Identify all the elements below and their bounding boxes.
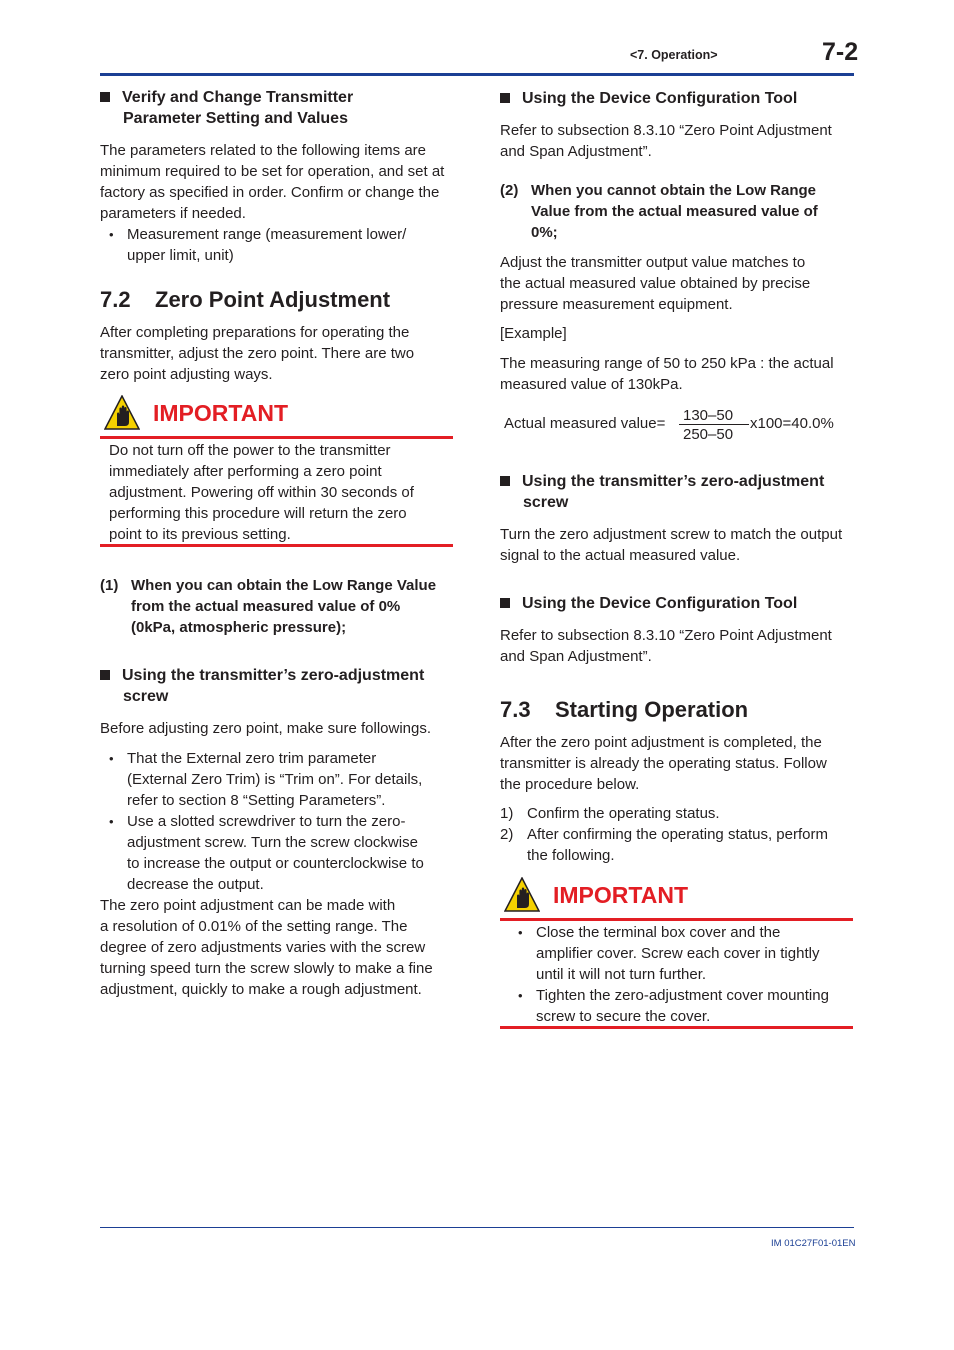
page-number: 7-2 (822, 38, 859, 66)
item-1: (1) When you can obtain the Low Range Value from the actual measured value of 0% (0kPa, atmospheric pressure); (100, 577, 437, 636)
square-bullet-icon (500, 598, 510, 608)
section-7-3-body: After the zero point adjustment is completed, the transmitter is already the operating status. Follow the procedure below. (500, 734, 827, 793)
list-item: 1) Confirm the operating status. (500, 805, 720, 822)
list-item: • Use a slotted screwdriver to turn the zero- adjustment screw. Turn the screw clockwise to increase the output or counterclockwise to decrease the output. (100, 811, 460, 895)
tool-body-2: Refer to subsection 8.3.10 “Zero Point Adjustment and Span Adjustment”. (500, 627, 832, 665)
warning-hand-icon (104, 395, 140, 431)
square-bullet-icon (500, 93, 510, 103)
verify-heading: Verify and Change Transmitter Parameter Setting and Values (100, 87, 455, 129)
screw-heading: Using the transmitter’s zero-adjustment screw (100, 665, 460, 707)
steps-list (500, 803, 860, 866)
screw-body-2: Turn the zero adjustment screw to match the output signal to the actual measured value. (500, 526, 843, 564)
list-item: • Tighten the zero-adjustment cover mounting screw to secure the cover. (509, 985, 853, 1027)
verify-body: The parameters related to the following items are minimum required to be set for operation, and set at factory as specified in order. Confirm or change the parameters if needed. • Measurement range (measurement lower/ upper limit, unit) (100, 140, 460, 266)
screw-bullets: • That the External zero trim parameter (External Zero Trim) is “Trim on”. For details, refer to section 8 “Setting Parameters”. • Use a slotted screwdriver to turn the zero- adjustment screw. Turn the screw clockwise to increase the output or counterclockwise to decrease the output. The zero point adjustment can be made with a resolution of 0.01% of the setting range. The degree of zero adjustments varies with the screw turning speed turn the screw slowly to make a fine adjustment, quickly to make a rough adjustment. (100, 748, 460, 1000)
example-body: The measuring range of 50 to 250 kPa : the actual measured value of 130kPa. (500, 355, 834, 393)
adjust-body: Adjust the transmitter output value matches to the actual measured value obtained by precise pressure measurement equipment. (500, 254, 811, 313)
important-body (509, 922, 853, 1027)
important-top-rule (100, 436, 453, 439)
tool-heading-1: Using the Device Configuration Tool (500, 88, 797, 109)
document-id: IM 01C27F01-01EN (771, 1238, 856, 1249)
tool-heading-2: Using the Device Configuration Tool (500, 593, 797, 614)
list-item: • Close the terminal box cover and the amplifier cover. Screw each cover in tightly until it will not turn further. (509, 922, 853, 985)
important-title: IMPORTANT (553, 882, 689, 908)
section-7-3-title: 7.3 Starting Operation (500, 697, 749, 722)
important-bottom-rule (100, 544, 453, 547)
header-rule (100, 73, 854, 76)
important-top-rule (500, 918, 853, 921)
square-bullet-icon (100, 670, 110, 680)
item-2: (2) When you cannot obtain the Low Range Value from the actual measured value of 0%; (500, 182, 818, 241)
list-item: • That the External zero trim parameter (External Zero Trim) is “Trim on”. For details, refer to section 8 “Setting Parameters”. (100, 748, 460, 811)
important-title: IMPORTANT (153, 400, 289, 426)
formula: Actual measured value= 130–50 250–50 x100=40.0% (504, 407, 834, 443)
section-7-2-title: 7.2 Zero Point Adjustment (100, 287, 391, 312)
tool-body-1: Refer to subsection 8.3.10 “Zero Point Adjustment and Span Adjustment”. (500, 122, 832, 160)
important-body: Do not turn off the power to the transmitter immediately after performing a zero point adjustment. Powering off within 30 seconds of performing this procedure will return the zero point to its previous setting. (109, 442, 414, 543)
verify-bullet-list (100, 224, 460, 266)
screw-heading-2: Using the transmitter’s zero-adjustment screw (500, 471, 860, 513)
square-bullet-icon (500, 476, 510, 486)
list-item: 2) After confirming the operating status, perform the following. (500, 826, 828, 864)
list-item: • Measurement range (measurement lower/ upper limit, unit) (100, 224, 460, 266)
warning-hand-icon (504, 877, 540, 913)
section-7-2-body: After completing preparations for operating the transmitter, adjust the zero point. There are two zero point adjusting ways. (100, 324, 415, 383)
footer-rule (100, 1227, 854, 1228)
screw-intro: Before adjusting zero point, make sure followings. (100, 720, 432, 737)
chapter-label: <7. Operation> (630, 48, 718, 62)
important-bottom-rule (500, 1026, 853, 1029)
square-bullet-icon (100, 92, 110, 102)
example-label: [Example] (500, 325, 567, 342)
